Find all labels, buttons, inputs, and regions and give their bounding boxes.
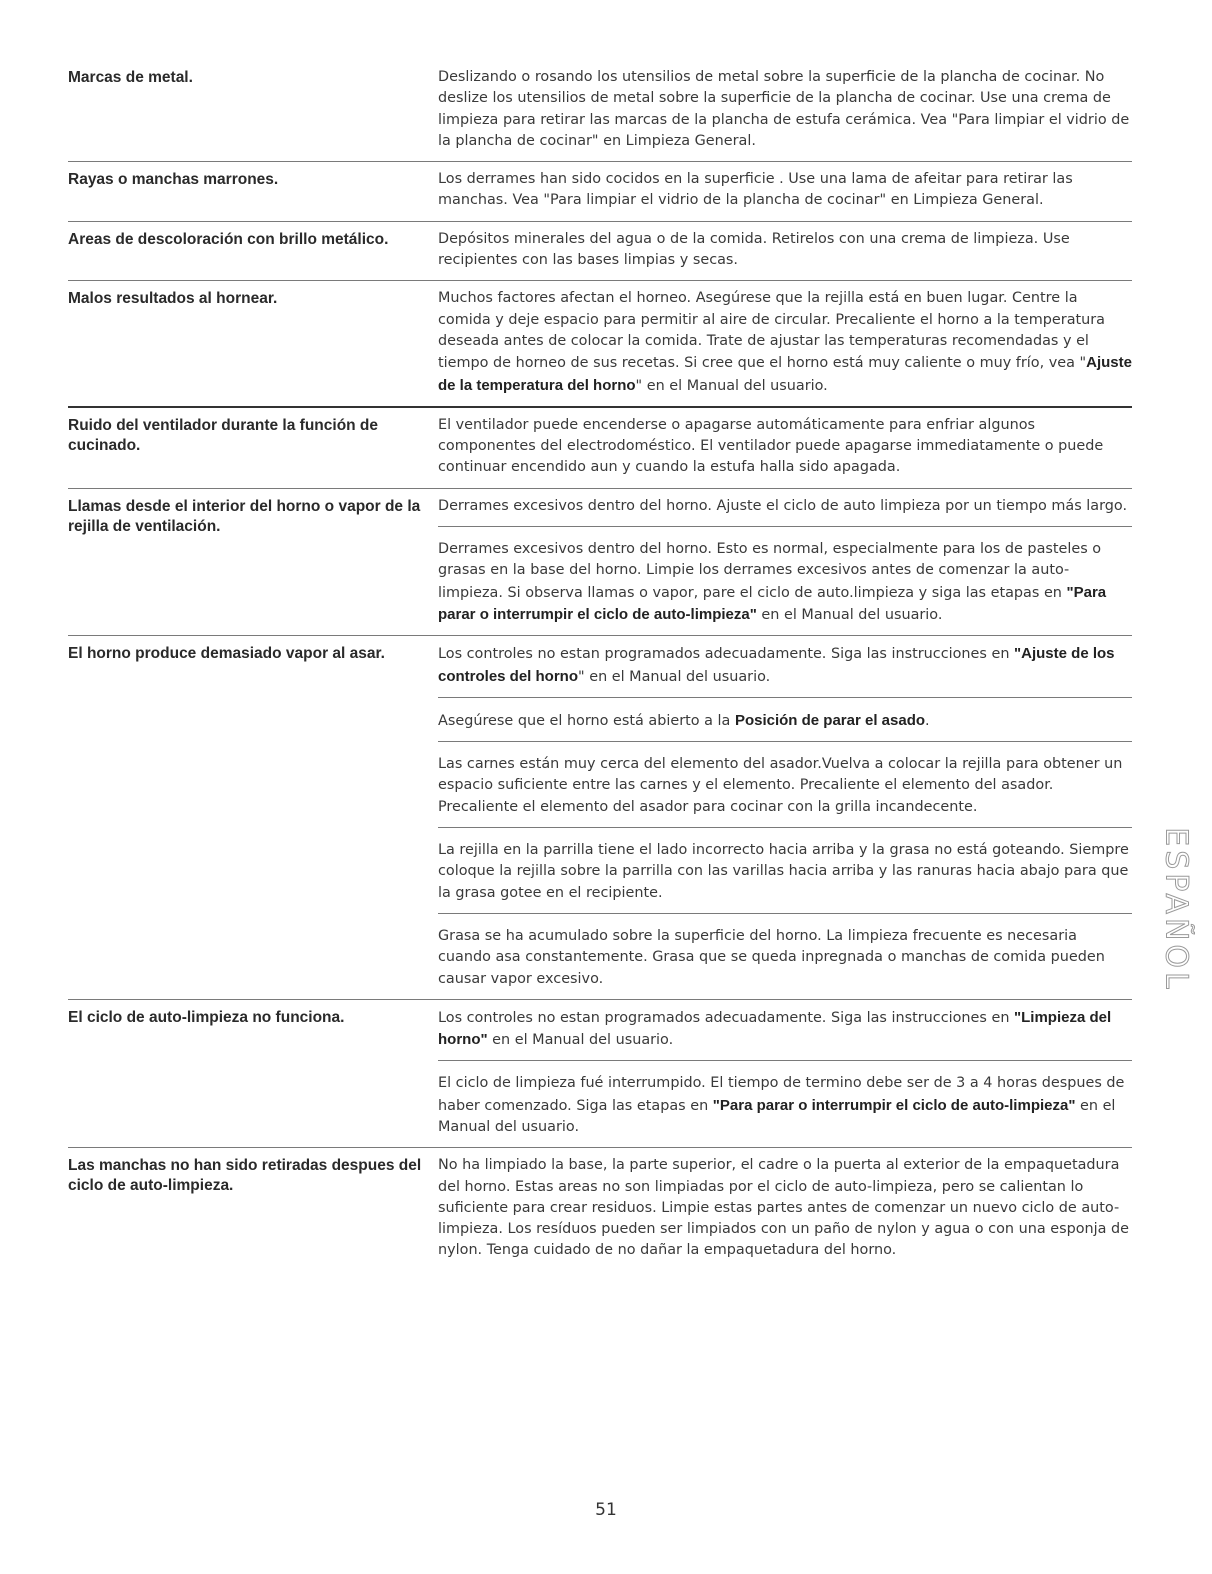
solution-text (438, 60, 1132, 161)
body-text: en el Manual del usuario. (756, 606, 943, 623)
problem-label: Rayas o manchas marrones. (68, 171, 279, 189)
emphasized-text: "Para parar o interrumpir el ciclo de auto-limpieza" (712, 1096, 1076, 1114)
body-text: Las carnes están muy cerca del elemento del asador.Vuelva a colocar la rejilla para obtener un espacio suficiente entre las carnes y el elemento. Precaliente el elemento del asador. Precaliente el elemento del asador para cocinar con la grilla incandecente. (438, 756, 1123, 815)
emphasized-text: "Limpieza del horno" (438, 1008, 1112, 1049)
body-text: Grasa se ha acumulado sobre la superficie del horno. La limpieza frecuente es necesaria cuando asa constantemente. Grasa que se queda inpregnada o manchas de comida pueden causar vapor excesivo. (438, 927, 1105, 987)
body-text: Los controles no estan programados adecuadamente. Siga las instrucciones en (438, 646, 1015, 663)
language-tab-label: ESPAÑOL (1158, 827, 1194, 993)
solutions-cell (438, 222, 1132, 281)
body-text: Derrames excesivos dentro del horno. Esto es normal, especialmente para los de pasteles o grasas en la base del horno. Limpie los derrames excesivos antes de comenzar la auto-limpieza. Si observa llamas o vapor, pare el ciclo de auto.limpieza y siga las etapas en (438, 541, 1102, 601)
table-row (68, 1148, 1132, 1270)
solutions-cell (438, 636, 1132, 999)
body-text: El ventilador puede encenderse o apagarse automáticamente para enfriar algunos componentes del electrodoméstico. El ventilador puede apagarse immediatamente o puede continuar encendido aun y cuando la estufa halla sido apagada. (438, 416, 1104, 476)
table-row (68, 636, 1132, 1000)
solutions-cell (438, 1148, 1132, 1270)
problem-label: El ciclo de auto-limpieza no funciona. (68, 1008, 345, 1026)
body-text: Depósitos minerales del agua o de la comida. Retirelos con una crema de limpieza. Use recipientes con las bases limpias y secas. (438, 230, 1070, 269)
troubleshooting-table (68, 60, 1132, 1271)
solution-text (438, 281, 1132, 405)
body-text: " en el Manual del usuario. (578, 668, 771, 685)
solution-text (438, 162, 1132, 221)
body-text: Deslizando o rosando los utensilios de metal sobre la superficie de la plancha de cocinar. No deslize los utensilios de metal sobre la superficie de la plancha de cocinar. Use una crema de limpieza para retirar las marcas de la plancha de estufa cerámica. Vea "Para limpiar el vidrio de la plancha de cocinar" en Limpieza General. (438, 69, 1130, 149)
problem-label: Marcas de metal. (68, 69, 193, 86)
body-text: Muchos factores afectan el horneo. Asegúrese que la rejilla está en buen lugar. Centre la comida y deje espacio para permitir al aire de circular. Precaliente el horno a la temperatura deseada antes de colocar la comida. Trate de ajustar las temperaturas recomendadas y el tiempo de horneo de sus recetas. Si cree que el horno está muy caliente o muy frío, vea " (438, 290, 1106, 372)
solution-text (438, 1148, 1132, 1270)
table-row (68, 281, 1132, 407)
solutions-cell (438, 60, 1132, 161)
body-text: en el Manual del usuario. (438, 1097, 1116, 1135)
emphasized-text: Ajuste de la temperatura del horno (438, 354, 1132, 394)
solution-text (438, 408, 1132, 488)
body-text: Derrames excesivos dentro del horno. Ajuste el ciclo de auto limpieza por un tiempo más largo. (438, 497, 1128, 514)
solution-text (438, 489, 1132, 526)
page-number: 51 (595, 1500, 617, 1520)
solutions-cell (438, 281, 1132, 405)
table-row (68, 60, 1132, 162)
body-text: La rejilla en la parrilla tiene el lado incorrecto hacia arriba y la grasa no está goteando. Siempre coloque la rejilla sobre la parrilla con las varillas hacia arriba y las ranuras hacia abajo para que la grasa gotee en el recipiente. (438, 842, 1129, 901)
solution-text (438, 741, 1132, 827)
solution-text (438, 827, 1132, 913)
problem-label: El horno produce demasiado vapor al asar. (68, 645, 385, 663)
body-text: No ha limpiado la base, la parte superior, el cadre o la puerta al exterior de la empaquetadura del horno. Estas areas no son limpiadas por el ciclo de auto-limpieza, pero se calientan lo suficiente para crear residuos. Limpie estas partes antes de comenzar un nuevo ciclo de auto-limpieza. Los resíduos pueden ser limpiados con un paño de nylon y agua o con una esponja de nylon. Tenga cuidado de no dañar la empaquetadura del horno. (438, 1157, 1130, 1259)
body-text: en el Manual del usuario. (487, 1032, 674, 1049)
problem-label: Llamas desde el interior del horno o vapor de la rejilla de ventilación. (68, 497, 421, 535)
solution-text (438, 636, 1132, 697)
table-row (68, 1000, 1132, 1148)
solution-text (438, 697, 1132, 741)
problem-label: Las manchas no han sido retiradas despues del ciclo de auto-limpieza. (68, 1157, 422, 1195)
body-text: . (925, 712, 930, 729)
problem-label: Areas de descoloración con brillo metálico. (68, 230, 389, 248)
solutions-cell (438, 162, 1132, 221)
table-row (68, 222, 1132, 282)
body-text: " en el Manual del usuario. (635, 377, 828, 394)
emphasized-text: "Ajuste de los controles del horno (438, 645, 1115, 685)
table-row (68, 489, 1132, 636)
table-row (68, 162, 1132, 222)
emphasized-text: "Para parar o interrumpir el ciclo de auto-limpieza" (438, 583, 1107, 623)
problem-label: Ruido del ventilador durante la función de cucinado. (68, 416, 379, 454)
solution-text (438, 1060, 1132, 1147)
solution-text (438, 222, 1132, 281)
solution-text (438, 526, 1132, 635)
body-text: Asegúrese que el horno está abierto a la (438, 712, 735, 729)
solutions-cell (438, 408, 1132, 488)
solutions-cell (438, 1000, 1132, 1147)
solution-text (438, 913, 1132, 999)
table-row (68, 408, 1132, 489)
emphasized-text: Posición de parar el asado (734, 711, 926, 729)
solutions-cell (438, 489, 1132, 635)
solution-text (438, 1000, 1132, 1061)
body-text: El ciclo de limpieza fué interrumpido. El tiempo de termino debe ser de 3 a 4 horas despues de haber comenzado. Siga las etapas en (438, 1075, 1125, 1114)
body-text: Los derrames han sido cocidos en la superficie . Use una lama de afeitar para retirar las manchas. Vea "Para limpiar el vidrio de la plancha de cocinar" en Limpieza General. (438, 171, 1073, 209)
body-text: Los controles no estan programados adecuadamente. Siga las instrucciones en (438, 1009, 1015, 1026)
problem-label: Malos resultados al hornear. (68, 290, 278, 308)
